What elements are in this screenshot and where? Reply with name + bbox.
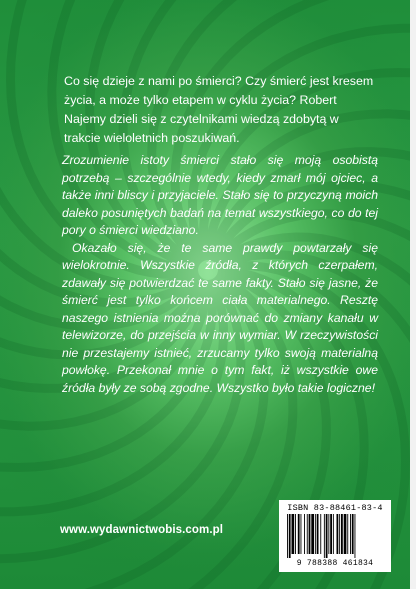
quote-paragraph-1: Zrozumienie istoty śmierci stało się moją osobistą potrzebą – szczególnie wtedy, kiedy zmarł mój ojciec, a także inni bliscy i przyjaciele. Stało się to przyczyną moich daleko posuniętych badań na temat wszystkiego, co do tej pory o śmierci wiedziano. bbox=[62, 153, 378, 237]
barcode-bars bbox=[286, 514, 384, 558]
barcode-digits: 9 788388 461834 bbox=[296, 559, 374, 568]
isbn-label: ISBN 83-88461-83-4 bbox=[287, 503, 383, 513]
author-quote bbox=[62, 152, 378, 397]
quote-paragraph-2: Okazało się, że te same prawdy powtarzały się wielokrotnie. Wszystkie źródła, z których czerpałem, zdawały się potwierdzać te same fakty. Stało się jasne, że śmierć jest tylko końcem ciała materialnego. Resztę naszego istnienia można porównać do zmiany kanału w telewizorze, do przejścia w inny wymiar. W rzeczywistości nie przestajemy istnieć, zrzucamy tylko swoją materialną powłokę. Przekonał mnie o tym fakt, iż wszystkie owe źródła były ze sobą zgodne. Wszystko było takie logiczne! bbox=[62, 240, 378, 395]
isbn-barcode bbox=[279, 500, 391, 572]
publisher-website: www.wydawnictwobis.com.pl bbox=[60, 524, 224, 536]
intro-paragraph: Co się dzieje z nami po śmierci? Czy śmierć jest kresem życia, a może tylko etapem w cyklu życia? Robert Najemy dzieli się z czytelnikami wiedzą zdobytą w trakcie wieloletnich poszukiwań. bbox=[64, 74, 374, 145]
